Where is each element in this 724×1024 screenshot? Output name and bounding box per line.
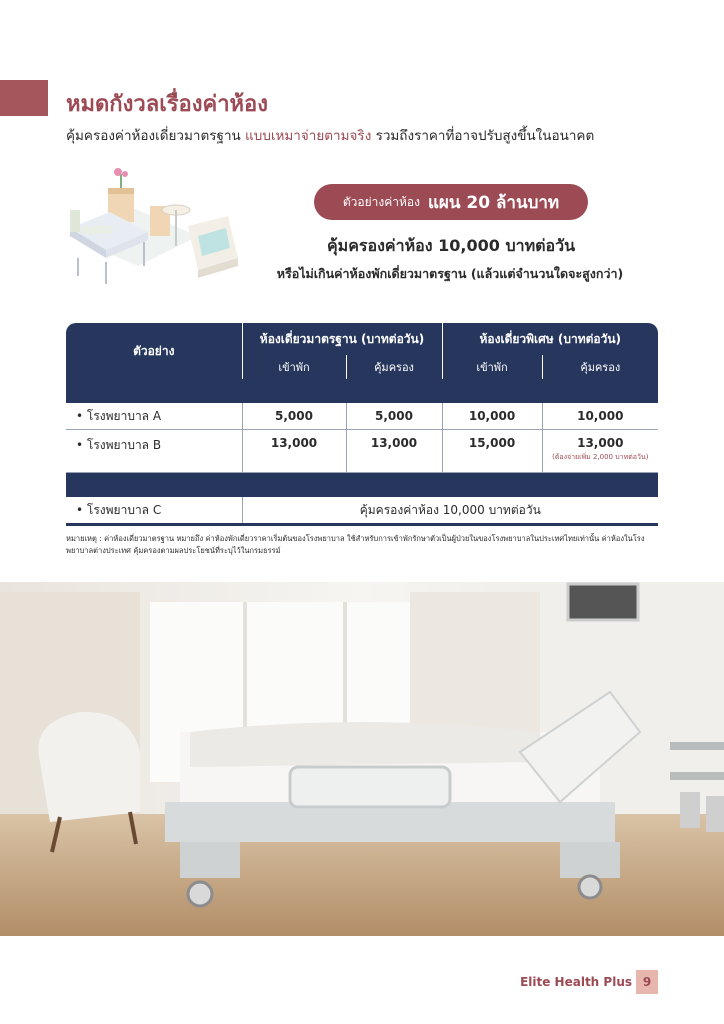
table-row-hospital-c [66, 497, 658, 525]
subtitle-highlight: แบบเหมาจ่ายตามจริง [245, 128, 372, 144]
cell-sp-cover: 10,000 [542, 403, 658, 430]
coverage-condition: หรือไม่เกินค่าห้องพักเดี่ยวมาตรฐาน (แล้วแต่จำนวนใดจะสูงกว่า) [276, 266, 624, 281]
cell-sp-stay: 15,000 [442, 430, 542, 473]
cell-sp-stay: 10,000 [442, 403, 542, 430]
room-rate-table [66, 323, 658, 526]
pill-label: ตัวอย่างค่าห้อง [342, 194, 420, 209]
footnote: หมายเหตุ : ค่าห้องเดี่ยวมาตรฐาน หมายถึง ค่าห้องพักเดี่ยวราคาเริ่มต้นของโรงพยาบาล ใช้สำหรับการเข้าพักรักษาตัวเป็นผู้ป่วยในของโรงพยาบาลในประเทศไทยเท่านั้น ค่าห้องในโรงพยาบาลต่างประเทศ คุ้มครองตามผลประโยชน์ที่ระบุไว้ในกรมธรรม์ [66, 534, 645, 555]
cell-std-cover: 5,000 [346, 403, 442, 430]
cell-std-cover: 13,000 [346, 430, 442, 473]
row-label: • โรงพยาบาล B [66, 430, 242, 473]
table-row-hospital-a [66, 403, 658, 430]
extra-payment-note: (ต้องจ่ายเพิ่ม 2,000 บาทต่อวัน) [552, 453, 649, 461]
subtitle-text-2: รวมถึงราคาที่อาจปรับสูงขึ้นในอนาคต [371, 128, 595, 144]
header-accent-bar [0, 80, 48, 116]
page-subtitle [66, 124, 594, 146]
cell-sp-cover [542, 430, 658, 473]
hospital-room-photo [0, 582, 724, 936]
section-band [66, 379, 658, 403]
cell-std-stay: 13,000 [242, 430, 346, 473]
section-band [66, 473, 658, 498]
table-row-hospital-b [66, 430, 658, 473]
page-number: 9 [636, 970, 658, 994]
sub-header-stay: เข้าพัก [242, 355, 346, 379]
col-header-example: ตัวอย่าง [66, 323, 242, 379]
sp-cover-value: 13,000 [577, 436, 624, 450]
cell-std-stay: 5,000 [242, 403, 346, 430]
col-header-standard-room: ห้องเดี่ยวมาตรฐาน (บาทต่อวัน) [242, 323, 442, 355]
coverage-headline: คุ้มครองค่าห้อง 10,000 บาทต่อวัน [326, 236, 576, 255]
sub-header-stay: เข้าพัก [442, 355, 542, 379]
example-plan-pill [314, 184, 588, 220]
row-label: • โรงพยาบาล A [66, 403, 242, 430]
footer-brand: Elite Health Plus [520, 975, 632, 989]
col-header-special-room: ห้องเดี่ยวพิเศษ (บาทต่อวัน) [442, 323, 658, 355]
row-label: • โรงพยาบาล C [66, 497, 242, 525]
pill-plan: แผน 20 ล้านบาท [427, 192, 560, 213]
sub-header-cover: คุ้มครอง [346, 355, 442, 379]
page-title: หมดกังวลเรื่องค่าห้อง [66, 92, 269, 117]
sub-header-cover: คุ้มครอง [542, 355, 658, 379]
cell-merged-coverage: คุ้มครองค่าห้อง 10,000 บาทต่อวัน [242, 497, 658, 525]
subtitle-text-1: คุ้มครองค่าห้องเดี่ยวมาตรฐาน [66, 128, 246, 144]
